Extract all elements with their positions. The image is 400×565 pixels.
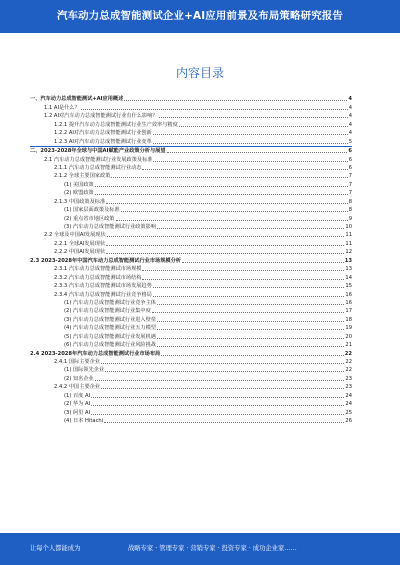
toc-entry[interactable] [30, 112, 352, 120]
toc-entry-label: (4) 日本 Hitachi [64, 418, 104, 425]
toc-entry-label: 2.3.4 汽车动力总成智能测试行业竞争格局 [54, 291, 152, 298]
toc-entry[interactable] [30, 95, 352, 103]
toc-entry-page: 10 [345, 224, 352, 230]
toc-entry[interactable] [30, 180, 352, 188]
toc-entry-label: (1) 百度 AI [64, 392, 91, 399]
toc-entry-label: (1) 国际领先企业 [64, 367, 105, 374]
toc-entry-page: 23 [345, 384, 352, 391]
toc-entry-page: 16 [345, 299, 352, 306]
toc-entry[interactable] [30, 231, 352, 239]
toc-leader-dots [81, 108, 348, 110]
toc-entry-label: 2.1.1 汽车动力总成智能测试行业动态 [54, 164, 142, 171]
toc-entry-label: (4) 汽车动力总成智能测试行业五力模型 [64, 325, 156, 332]
toc-entry-label: (2) 知名企业 [64, 375, 94, 382]
toc-leader-dots [157, 303, 344, 305]
toc-entry-label: (2) 华为 AI [64, 401, 91, 408]
toc-entry-page: 14 [345, 274, 352, 281]
report-title: 汽车动力总成智能测试企业+AI应用前景及布局策略研究报告 [57, 10, 343, 22]
toc-entry-page: 18 [345, 316, 352, 323]
toc-entry-label: 2.2.2 中国AI发展现状 [54, 249, 106, 256]
toc-entry[interactable] [30, 103, 352, 111]
toc-entry[interactable] [30, 189, 352, 197]
toc-entry-page: 8 [348, 198, 352, 205]
toc-leader-dots [157, 328, 344, 330]
toc-entry[interactable] [30, 307, 352, 315]
toc-leader-dots [142, 278, 344, 280]
toc-entry-label: (2) 欧盟政策 [64, 190, 94, 197]
toc-entry-label: 2.3.3 汽车动力总成智能测试市场发展趋势 [54, 283, 152, 290]
report-header [0, 0, 400, 33]
toc-leader-dots [161, 354, 344, 356]
toc-entry-page: 24 [345, 392, 352, 399]
toc-entry[interactable] [30, 341, 352, 349]
toc-leader-dots [157, 320, 344, 322]
toc-entry-label: 2.2 全球及中国AI发展现状 [44, 232, 106, 239]
toc-leader-dots [91, 396, 344, 398]
toc-leader-dots [157, 337, 344, 339]
toc-leader-dots [95, 379, 345, 381]
toc-entry[interactable] [30, 265, 352, 273]
toc-entry[interactable] [30, 239, 352, 247]
toc-entry-label: 一、汽车动力总成智能测试+AI应用概述 [30, 96, 124, 103]
toc-leader-dots [179, 125, 348, 127]
toc-entry-page: 6 [348, 164, 352, 171]
toc-leader-dots [153, 295, 345, 297]
toc-entry-label: 1.2 AI对汽车动力总成智能测试行业有什么影响？ [44, 113, 158, 120]
toc-entry-page: 13 [345, 266, 352, 273]
toc-title: 内容目录 [175, 66, 224, 80]
toc-leader-dots [107, 235, 345, 237]
toc-leader-dots [116, 219, 348, 221]
toc-entry-label: 2.1.2 全球主要国家政策 [54, 173, 111, 180]
toc-entry-page: 4 [348, 113, 352, 120]
toc-entry-label: 2.1 汽车动力总成智能测试行业发展政策及标准 [44, 156, 153, 163]
toc-leader-dots [157, 345, 344, 347]
toc-entry-page: 25 [345, 409, 352, 416]
toc-entry-label: 1.1 AI是什么？ [44, 104, 80, 111]
toc-leader-dots [95, 193, 348, 195]
toc-entry-label: 2.4 2023-2028年汽车动力总成智能测试行业市场布局 [30, 350, 161, 357]
toc-entry-page: 8 [348, 207, 352, 214]
toc-entry-page: 12 [345, 249, 352, 256]
toc-leader-dots [95, 185, 348, 187]
toc-entry-page: 24 [345, 401, 352, 408]
toc-entry-label: (1) 汽车动力总成智能测试行业竞争主体 [64, 299, 156, 306]
toc-entry[interactable] [30, 358, 352, 366]
toc-leader-dots [153, 286, 345, 288]
toc-entry-page: 26 [345, 418, 352, 425]
toc-entry-page: 21 [345, 342, 352, 349]
toc-leader-dots [91, 413, 344, 415]
toc-entry[interactable] [30, 282, 352, 290]
toc-leader-dots [101, 387, 344, 389]
toc-leader-dots [153, 142, 348, 144]
toc-entry-label: (2) 重点省市地区政策 [64, 215, 115, 222]
toc-entry[interactable] [30, 299, 352, 307]
toc-entry[interactable] [30, 197, 352, 205]
toc-entry[interactable] [30, 214, 352, 222]
toc-entry-page: 15 [345, 283, 352, 290]
toc-entry-label: 2.4.2 中国主要企业 [54, 384, 100, 391]
toc-entry-label: 2.3.2 汽车动力总成智能测试市场结构 [54, 274, 142, 281]
toc-entry-page: 6 [348, 156, 352, 163]
toc-entry-page: 17 [345, 308, 352, 315]
toc-entry[interactable] [30, 332, 352, 340]
toc-entry-page: 20 [345, 333, 352, 340]
toc-leader-dots [91, 404, 344, 406]
toc-leader-dots [153, 160, 347, 162]
toc-entry-label: (6) 汽车动力总成智能测试行业风险挑战 [64, 342, 156, 349]
toc-leader-dots [121, 210, 348, 212]
toc-entry-label: (1) 国家层面政策及标准 [64, 207, 120, 214]
table-of-contents [30, 95, 352, 425]
toc-entry-page: 4 [348, 96, 352, 103]
footer-slogan-left: 让每个人都能成为 [30, 545, 81, 552]
toc-leader-dots [124, 99, 347, 101]
toc-entry-label: (3) 汽车动力总成智能测试行业政策影响 [64, 224, 156, 230]
toc-entry-page: 23 [345, 375, 352, 382]
toc-entry-page: 5 [348, 138, 352, 145]
toc-entry-label: 1.2.1 提升汽车动力总成智能测试行业生产效率与精度 [54, 121, 178, 128]
toc-entry-page: 6 [348, 148, 352, 155]
toc-entry-label: 2.2.1 全球AI发展现状 [54, 240, 106, 247]
toc-entry[interactable] [30, 349, 352, 357]
toc-entry[interactable] [30, 324, 352, 332]
toc-entry[interactable] [30, 206, 352, 214]
toc-entry-page: 22 [345, 359, 352, 365]
toc-leader-dots [142, 168, 347, 170]
toc-entry[interactable] [30, 155, 352, 163]
toc-entry[interactable] [30, 223, 352, 231]
toc-entry[interactable] [30, 400, 352, 408]
toc-leader-dots [106, 202, 348, 204]
toc-entry[interactable] [30, 164, 352, 172]
toc-entry[interactable] [30, 290, 352, 298]
toc-leader-dots [167, 151, 348, 153]
toc-entry-page: 22 [345, 367, 352, 374]
report-footer [0, 533, 400, 565]
toc-leader-dots [142, 269, 344, 271]
toc-entry[interactable] [30, 366, 352, 374]
toc-entry-label: 2.1.3 中国政策及标准 [54, 198, 106, 205]
toc-entry[interactable] [30, 408, 352, 416]
toc-entry[interactable] [30, 137, 352, 145]
toc-entry-label: (3) 汽车动力总成智能测试行业进入壁垒 [64, 316, 156, 323]
toc-leader-dots [106, 244, 344, 246]
toc-leader-dots [104, 421, 344, 423]
toc-entry[interactable] [30, 129, 352, 137]
toc-entry-page: 16 [345, 291, 352, 298]
toc-entry[interactable] [30, 172, 352, 180]
footer-slogan-right: 战略专家 · 管理专家 · 营销专家 · 投资专家 · 成功企业家…… [128, 545, 297, 552]
toc-leader-dots [157, 227, 344, 229]
toc-entry-page: 7 [348, 173, 352, 180]
toc-entry-label: (3) 阿里 AI [64, 409, 91, 416]
toc-leader-dots [101, 362, 344, 364]
toc-entry-page: 7 [348, 190, 352, 197]
toc-entry[interactable] [30, 315, 352, 323]
toc-entry[interactable] [30, 256, 352, 264]
toc-leader-dots [106, 252, 344, 254]
toc-leader-dots [111, 176, 347, 178]
toc-entry-label: (5) 汽车动力总成智能测试行业发展机遇 [64, 333, 156, 340]
toc-entry-page: 13 [344, 257, 352, 264]
toc-entry-page: 11 [345, 240, 352, 247]
toc-entry[interactable] [30, 146, 352, 155]
toc-entry-page: 22 [344, 350, 352, 357]
toc-entry[interactable] [30, 417, 352, 425]
toc-entry-label: 1.2.2 AI对汽车动力总成智能测试行业创新 [54, 130, 152, 137]
toc-entry-page: 9 [348, 215, 352, 222]
toc-entry-page: 7 [348, 181, 352, 188]
toc-entry[interactable] [30, 273, 352, 281]
toc-entry[interactable] [30, 374, 352, 382]
toc-entry-page: 19 [345, 325, 352, 332]
toc-entry-page: 4 [348, 121, 352, 128]
toc-entry-page: 4 [348, 104, 352, 111]
toc-entry[interactable] [30, 383, 352, 391]
toc-entry-label: 2.3.1 汽车动力总成智能测试市场规模 [54, 266, 142, 273]
toc-entry-label: 2.3 2023-2028年中国汽车动力总成智能测试行业市场规模分析 [30, 257, 181, 264]
toc-entry-page: 11 [345, 232, 352, 239]
toc-entry-label: 1.2.3 AI对汽车动力总成智能测试行业变革 [54, 138, 152, 145]
toc-leader-dots [159, 116, 348, 118]
toc-leader-dots [105, 370, 344, 372]
toc-entry-label: (2) 汽车动力总成智能测试行业集中度 [64, 308, 151, 315]
toc-entry-label: 二、2023-2028年全球与中国AI赋能产业政策分析与展望 [30, 148, 166, 155]
toc-entry[interactable] [30, 391, 352, 399]
toc-entry-label: 2.4.1 国际主要企业 [54, 359, 100, 365]
toc-entry-page: 4 [348, 130, 352, 137]
toc-leader-dots [153, 133, 348, 135]
toc-entry-label: (1) 美国政策 [64, 181, 94, 188]
toc-leader-dots [182, 261, 344, 263]
toc-leader-dots [152, 311, 345, 313]
toc-entry[interactable] [30, 120, 352, 128]
toc-entry[interactable] [30, 248, 352, 256]
